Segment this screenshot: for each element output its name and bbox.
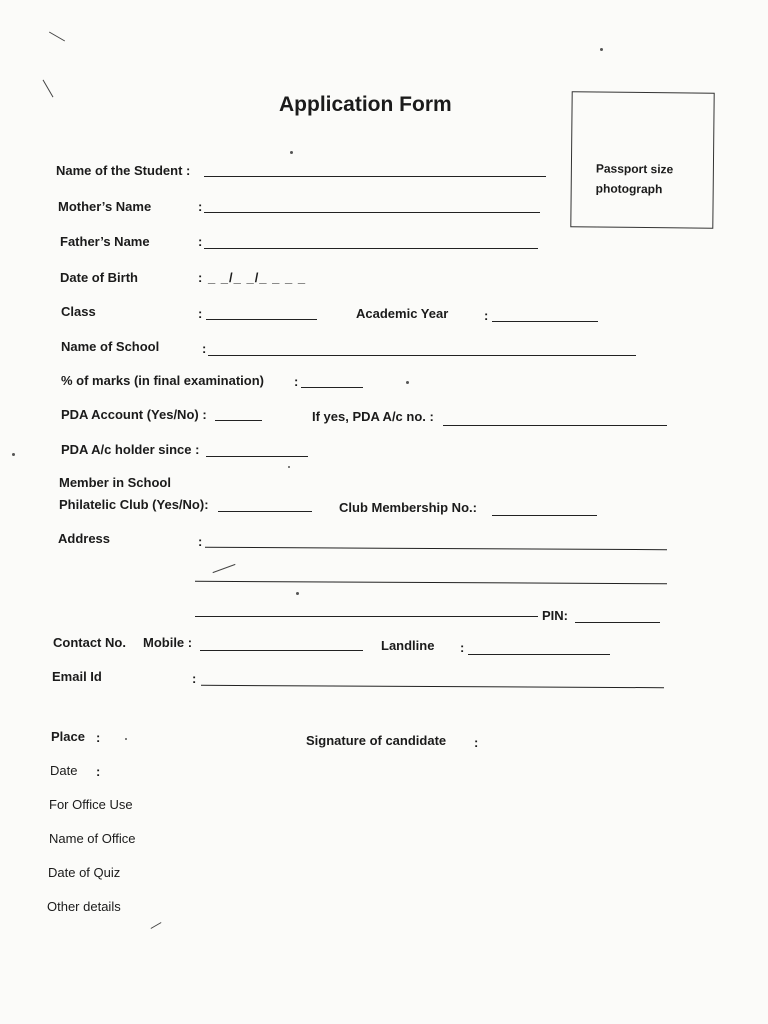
colon: :: [484, 308, 489, 323]
student-name-line[interactable]: [204, 176, 546, 177]
school-name-line[interactable]: [208, 355, 636, 356]
label-office-name: Name of Office: [49, 831, 136, 846]
label-other-details: Other details: [47, 899, 121, 914]
colon: :: [474, 735, 479, 750]
label-office-use: For Office Use: [49, 797, 133, 812]
scan-speck: [296, 592, 299, 595]
label-pin: PIN:: [542, 608, 568, 623]
scan-mark: [49, 32, 65, 42]
class-line[interactable]: [206, 319, 317, 320]
pin-line[interactable]: [575, 622, 660, 623]
label-class: Class: [61, 304, 96, 319]
colon: :: [198, 199, 203, 214]
scan-mark: [213, 564, 236, 573]
colon: :: [460, 640, 465, 655]
scan-mark: [151, 922, 162, 929]
colon: :: [198, 534, 203, 549]
scan-speck: [600, 48, 603, 51]
colon: :: [294, 374, 299, 389]
fathers-name-line[interactable]: [204, 248, 538, 249]
academic-year-line[interactable]: [492, 321, 598, 322]
scan-speck: [125, 738, 127, 740]
landline-line[interactable]: [468, 654, 610, 655]
email-line[interactable]: [201, 685, 664, 688]
label-mothers-name: Mother’s Name: [58, 199, 152, 214]
colon: :: [202, 341, 207, 356]
label-pda-holder-since: PDA A/c holder since :: [61, 442, 200, 457]
label-academic-year: Academic Year: [356, 306, 449, 321]
scan-mark: [43, 80, 54, 98]
label-school-name: Name of School: [61, 339, 160, 354]
address-line-1[interactable]: [205, 547, 667, 550]
address-line-3[interactable]: [195, 616, 538, 617]
label-place: Place: [51, 729, 85, 744]
passport-photo-box: [570, 91, 714, 228]
colon: :: [198, 234, 203, 249]
label-pda-ac-no: If yes, PDA A/c no. :: [312, 409, 434, 424]
mothers-name-line[interactable]: [204, 212, 540, 213]
scan-speck: [290, 151, 293, 154]
label-student-name: Name of the Student :: [56, 163, 191, 178]
mobile-line[interactable]: [200, 650, 363, 651]
philatelic-club-line[interactable]: [218, 511, 312, 512]
label-mobile: Mobile :: [143, 635, 193, 650]
scan-speck: [406, 381, 409, 384]
pda-ac-no-line[interactable]: [443, 425, 667, 426]
form-title: Application Form: [279, 93, 452, 116]
label-fathers-name: Father’s Name: [60, 234, 150, 249]
colon: :: [96, 764, 101, 779]
scan-speck: [12, 453, 15, 456]
label-marks: % of marks (in final examination): [61, 373, 264, 388]
label-quiz-date: Date of Quiz: [48, 865, 121, 880]
colon: :: [198, 306, 203, 321]
label-contact: Contact No.: [53, 635, 126, 650]
pda-holder-since-line[interactable]: [206, 456, 308, 457]
photo-box-label: Passport size photograph: [595, 161, 674, 197]
label-signature: Signature of candidate: [306, 733, 447, 748]
marks-line[interactable]: [301, 387, 363, 388]
label-address: Address: [58, 531, 111, 546]
pda-account-line[interactable]: [215, 420, 262, 421]
label-member-line1: Member in School: [59, 475, 171, 490]
label-email: Email Id: [52, 669, 102, 684]
label-landline: Landline: [381, 638, 435, 653]
address-line-2[interactable]: [195, 581, 667, 584]
label-member-line2: Philatelic Club (Yes/No):: [59, 497, 209, 512]
label-pda-account: PDA Account (Yes/No) :: [61, 407, 207, 422]
colon: :: [96, 730, 101, 745]
label-dob: Date of Birth: [60, 270, 138, 285]
club-membership-line[interactable]: [492, 515, 597, 516]
scan-speck: [288, 466, 290, 468]
dob-field[interactable]: : _ _/_ _/_ _ _ _: [198, 270, 307, 285]
colon: :: [192, 671, 197, 686]
label-club-membership: Club Membership No.:: [339, 500, 477, 515]
label-date: Date: [50, 763, 78, 778]
